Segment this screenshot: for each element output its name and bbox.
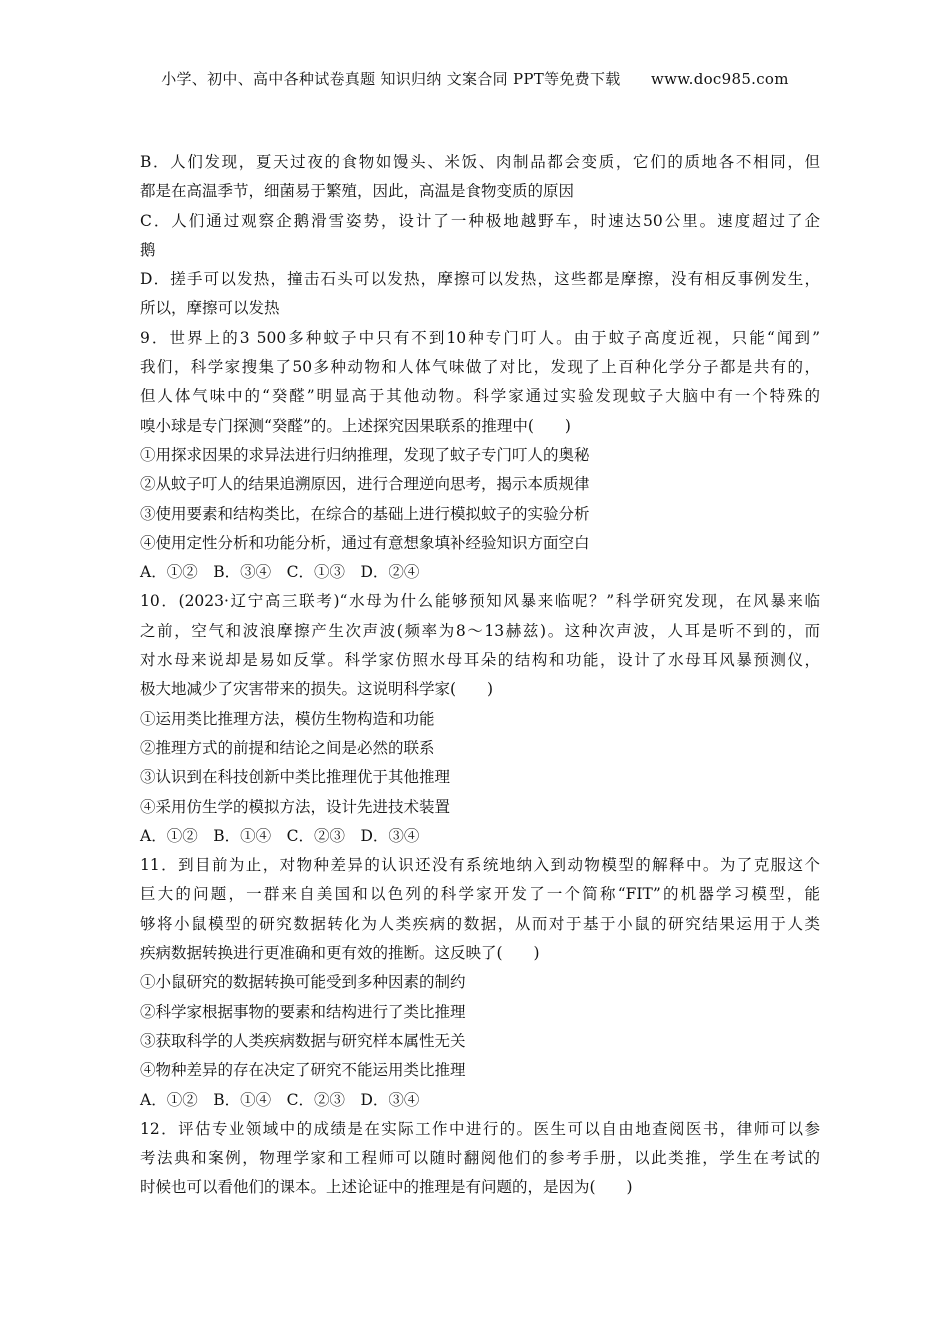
question-stem-line: 极大地减少了灾害带来的损失。这说明科学家( ) — [140, 680, 494, 699]
question-10 — [140, 587, 820, 851]
statement-4: ④物种差异的存在决定了研究不能运用类比推理 — [140, 1061, 466, 1080]
question-stem-line: 但人体气味中的“癸醛”明显高于其他动物。科学家通过实验发现蚊子大脑中有一个特殊的 — [140, 387, 820, 406]
question-stem-line: 疾病数据转换进行更准确和更有效的推断。这反映了( ) — [140, 944, 540, 963]
text-line: 都是在高温季节，细菌易于繁殖，因此，高温是食物变质的原因 — [140, 182, 575, 201]
option-c-block — [140, 207, 820, 266]
question-stem-line: 12．评估专业领域中的成绩是在实际工作中进行的。医生可以自由地查阅医书，律师可以参 — [140, 1119, 820, 1138]
option-d-block — [140, 265, 820, 324]
text-line: 所以，摩擦可以发热 — [140, 299, 280, 318]
statement-1: ①运用类比推理方法，模仿生物构造和功能 — [140, 709, 435, 728]
answer-choices: A．①② B．①④ C．②③ D．③④ — [140, 1090, 420, 1109]
text-line: C．人们通过观察企鹅滑雪姿势，设计了一种极地越野车，时速达50公里。速度超过了企 — [140, 211, 820, 230]
option-b-block — [140, 148, 820, 207]
question-stem-line: 11．到目前为止，对物种差异的认识还没有系统地纳入到动物模型的解释中。为了克服这个 — [140, 856, 820, 875]
statement-1: ①用探求因果的求异法进行归纳推理，发现了蚊子专门叮人的奥秘 — [140, 445, 590, 464]
statement-1: ①小鼠研究的数据转换可能受到多种因素的制约 — [140, 973, 466, 992]
answer-choices: A．①② B．③④ C．①③ D．②④ — [140, 563, 420, 582]
statement-2: ②从蚊子叮人的结果追溯原因，进行合理逆向思考，揭示本质规律 — [140, 475, 590, 494]
document-body — [140, 148, 820, 1203]
question-stem-line: 之前，空气和波浪摩擦产生次声波(频率为8～13赫兹)。这种次声波，人耳是听不到的，而 — [140, 621, 820, 640]
question-stem-line: 巨大的问题，一群来自美国和以色列的科学家开发了一个简称“FIT”的机器学习模型，能 — [140, 885, 820, 904]
statement-3: ③使用要素和结构类比，在综合的基础上进行模拟蚊子的实验分析 — [140, 504, 590, 523]
statement-4: ④使用定性分析和功能分析，通过有意想象填补经验知识方面空白 — [140, 533, 590, 552]
question-stem-line: 对水母来说却是易如反掌。科学家仿照水母耳朵的结构和功能，设计了水母耳风暴预测仪， — [140, 651, 820, 670]
text-line: 鹅 — [140, 240, 156, 259]
question-stem-line: 我们，科学家搜集了50多种动物和人体气味做了对比，发现了上百种化学分子都是共有的， — [140, 358, 820, 377]
question-stem-line: 9．世界上的3 500多种蚊子中只有不到10种专门叮人。由于蚊子高度近视，只能“闻到” — [140, 328, 820, 347]
question-11 — [140, 851, 820, 1115]
question-stem-line: 够将小鼠模型的研究数据转化为人类疾病的数据，从而对于基于小鼠的研究结果运用于人类 — [140, 914, 820, 933]
statement-2: ②科学家根据事物的要素和结构进行了类比推理 — [140, 1002, 466, 1021]
question-stem-line: 10．(2023·辽宁高三联考)“水母为什么能够预知风暴来临呢？”科学研究发现，在风暴来临 — [140, 592, 820, 611]
statement-3: ③认识到在科技创新中类比推理优于其他推理 — [140, 768, 451, 787]
question-12 — [140, 1115, 820, 1203]
text-line: D．搓手可以发热，撞击石头可以发热，摩擦可以发热，这些都是摩擦，没有相反事例发生， — [140, 270, 820, 289]
statement-4: ④采用仿生学的模拟方法，设计先进技术装置 — [140, 797, 451, 816]
question-stem-line: 嗅小球是专门探测“癸醛”的。上述探究因果联系的推理中( ) — [140, 416, 571, 435]
statement-2: ②推理方式的前提和结论之间是必然的联系 — [140, 738, 435, 757]
question-9 — [140, 324, 820, 588]
statement-3: ③获取科学的人类疾病数据与研究样本属性无关 — [140, 1031, 466, 1050]
question-stem-line: 考法典和案例，物理学家和工程师可以随时翻阅他们的参考手册，以此类推，学生在考试的 — [140, 1149, 820, 1168]
answer-choices: A．①② B．①④ C．②③ D．③④ — [140, 826, 420, 845]
page-header: 小学、初中、高中各种试卷真题 知识归纳 文案合同 PPT等免费下载 www.doc985.com — [161, 70, 789, 88]
question-stem-line: 时候也可以看他们的课本。上述论证中的推理是有问题的，是因为( ) — [140, 1178, 633, 1197]
text-line: B．人们发现，夏天过夜的食物如馒头、米饭、肉制品都会变质，它们的质地各不相同，但 — [140, 153, 820, 171]
